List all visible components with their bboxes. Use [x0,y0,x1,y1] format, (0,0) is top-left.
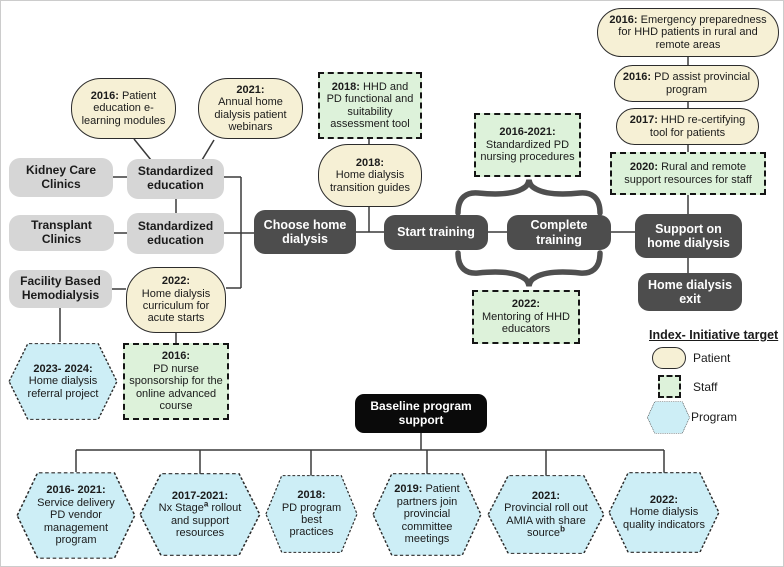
curriculum-oval [126,267,226,333]
mentoring-box [472,290,580,344]
legend-title: Index- Initiative target [649,328,779,342]
legend-program-label: Program [691,410,738,424]
amia-hexagon [487,474,605,555]
nxstage-hexagon [139,472,261,557]
facility-hemodialysis-box [9,270,112,308]
nursing-procedures-box [474,113,581,177]
mentoring-label: 2022: Mentoring of HHD educators [481,298,571,336]
recertifying-label: 2017: HHD re-certifying tool for patients [629,114,746,139]
legend-patient-label: Patient [693,351,731,365]
patient-shape-icon [652,347,686,369]
start-training-label: Start training [397,225,475,240]
recertifying-oval [616,108,759,145]
standardized-education-label-2: Standardized education [137,218,214,247]
kidney-care-clinics-box [9,158,113,197]
home-dialysis-exit-step [638,273,742,311]
best-practices-label: 2018: PD program best practices [281,489,342,539]
webinars-oval [198,78,303,139]
patient-partners-label: 2019: Patient partners join provincial committee meetings [394,483,460,546]
referral-hexagon [8,342,118,421]
elearning-label: 2016: Patient education e-learning modules [81,89,166,127]
kidney-care-clinics-label: Kidney Care Clinics [25,162,97,191]
referral-label: 2023- 2024: Home dialysis referral project [27,362,99,400]
home-dialysis-exit-label: Home dialysis exit [647,277,733,306]
sponsorship-label: 2016: PD nurse sponsorship for the online advanced course [129,350,223,413]
start-training-step [384,215,488,250]
transition-oval [318,144,422,207]
rural-support-label: 2020: Rural and remote support resources for staff [624,161,752,186]
nursing-procedures-label: 2016-2021: Standardized PD nursing procedures [480,126,575,164]
facility-hemodialysis-label: Facility Based Hemodialysis [20,274,101,302]
standardized-education-box-2 [127,213,224,254]
quality-indicators-hexagon [608,471,720,554]
emergency-preparedness-label: 2016: Emergency preparedness for HHD patients in rural and remote areas [609,13,767,51]
program-shape-icon [647,401,690,434]
rural-support-box [610,152,766,195]
emergency-preparedness-oval [597,8,779,57]
vendor-hexagon [16,471,136,560]
best-practices-hexagon [265,474,358,554]
brace-bottom-icon [458,253,600,286]
pd-assist-label: 2016: PD assist provincial program [622,71,751,96]
elearning-oval [71,78,176,139]
support-home-dialysis-label: Support on home dialysis [647,221,730,250]
pd-assist-oval [614,65,759,102]
curriculum-label: 2022: Home dialysis curriculum for acute starts [141,275,211,325]
assessment-box [318,72,422,139]
legend-staff-label: Staff [693,380,718,394]
support-home-dialysis-step [635,214,742,258]
standardized-education-label-1: Standardized education [137,164,214,192]
complete-training-step [507,215,611,250]
brace-top-icon [458,180,600,213]
quality-indicators-label: 2022: Home dialysis quality indicators [623,493,705,531]
assessment-label: 2018: HHD and PD functional and suitability assessment tool [326,80,414,130]
baseline-program-support-box [355,394,487,433]
transition-label: 2018: Home dialysis transition guides [329,156,411,194]
patient-partners-hexagon [372,472,482,557]
amia-label: 2021: Provincial roll out AMIA with share source$^b$ [504,489,588,539]
nxstage-label: 2017-2021: Nx Stage$^a$ rollout and support resources [158,489,242,539]
transplant-clinics-box [9,215,114,251]
transplant-clinics-label: Transplant Clinics [31,218,92,246]
sponsorship-box [123,343,229,420]
vendor-label: 2016- 2021: Service delivery PD vendor management program [37,484,115,547]
choose-home-dialysis-label: Choose home dialysis [263,217,347,246]
staff-shape-icon [658,375,681,398]
baseline-program-support-label: Baseline program support [370,398,472,427]
standardized-education-box-1 [127,159,224,199]
choose-home-dialysis-step [254,210,356,254]
webinars-label: 2021: Annual home dialysis patient webinars [214,83,287,133]
complete-training-label: Complete training [530,218,588,247]
